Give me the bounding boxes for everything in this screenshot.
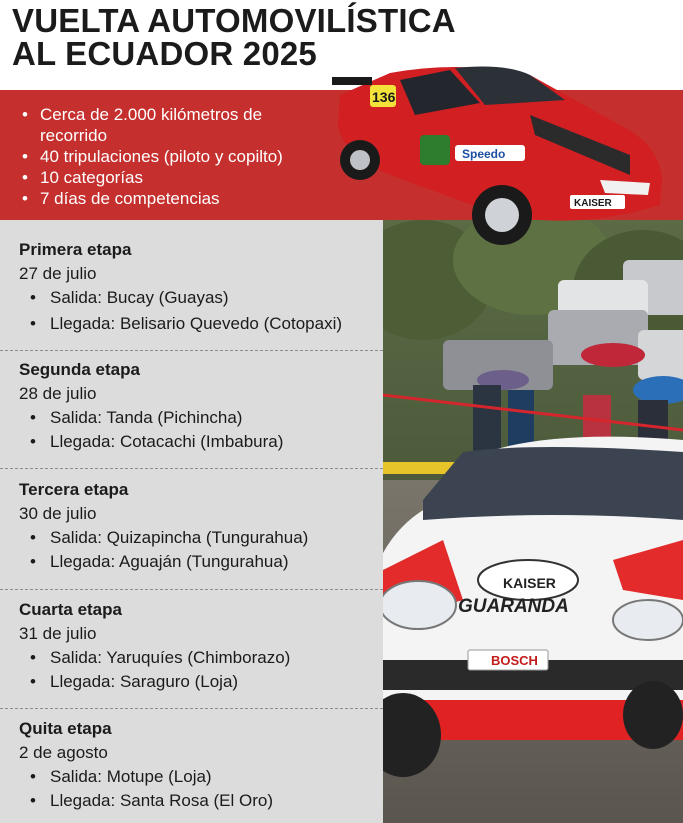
stage-departure: • Salida: Yaruquíes (Chimborazo) — [30, 648, 291, 667]
car1-number: 136 — [372, 89, 396, 105]
stage-departure: • Salida: Motupe (Loja) — [30, 767, 212, 786]
stage-date: 31 de julio — [19, 624, 97, 643]
car2-sponsor1: KAISER — [503, 575, 556, 591]
car2-sponsor3: BOSCH — [491, 653, 538, 668]
fact-item: • 10 categorías — [18, 167, 328, 188]
fact-item: • Cerca de 2.000 kilómetros de recorrido — [18, 104, 328, 146]
stage-divider — [0, 350, 383, 351]
stage-divider — [0, 589, 383, 590]
stage-arrival: • Llegada: Saraguro (Loja) — [30, 672, 239, 691]
stage-title: Primera etapa — [19, 240, 132, 259]
stage-title: Tercera etapa — [19, 480, 129, 499]
rally-photo — [383, 220, 683, 823]
stage-title: Segunda etapa — [19, 360, 140, 379]
stage-title: Cuarta etapa — [19, 600, 122, 619]
rally-car-red — [330, 55, 670, 255]
stage-departure: • Salida: Bucay (Guayas) — [30, 288, 229, 307]
stage-arrival: • Llegada: Cotacachi (Imbabura) — [30, 432, 284, 451]
stage-divider — [0, 468, 383, 469]
car1-rear-brand: KAISER — [574, 198, 612, 209]
rally-scene-image — [383, 220, 683, 823]
facts-list — [18, 104, 328, 209]
car2-sponsor2: GUARANDA — [458, 596, 569, 617]
car1-brand: Speedo — [462, 147, 506, 161]
stage-date: 2 de agosto — [19, 743, 108, 762]
fact-item: • 7 días de competencias — [18, 188, 328, 209]
stage-departure: • Salida: Quizapincha (Tungurahua) — [30, 528, 309, 547]
stage-departure: • Salida: Tanda (Pichincha) — [30, 408, 243, 427]
stage-arrival: • Llegada: Belisario Quevedo (Cotopaxi) — [30, 314, 343, 333]
stage-date: 28 de julio — [19, 384, 97, 403]
stage-divider — [0, 708, 383, 709]
stages-panel — [0, 220, 383, 823]
stage-arrival: • Llegada: Santa Rosa (El Oro) — [30, 791, 274, 810]
stage-arrival: • Llegada: Aguaján (Tungurahua) — [30, 552, 289, 571]
fact-item: • 40 tripulaciones (piloto y copilto) — [18, 146, 328, 167]
stage-date: 30 de julio — [19, 504, 97, 523]
title-line-2: AL ECUADOR 2025 — [12, 35, 317, 72]
stage-title: Quita etapa — [19, 719, 112, 738]
title-line-1: VUELTA AUTOMOVILÍSTICA — [12, 2, 456, 39]
stage-date: 27 de julio — [19, 264, 97, 283]
